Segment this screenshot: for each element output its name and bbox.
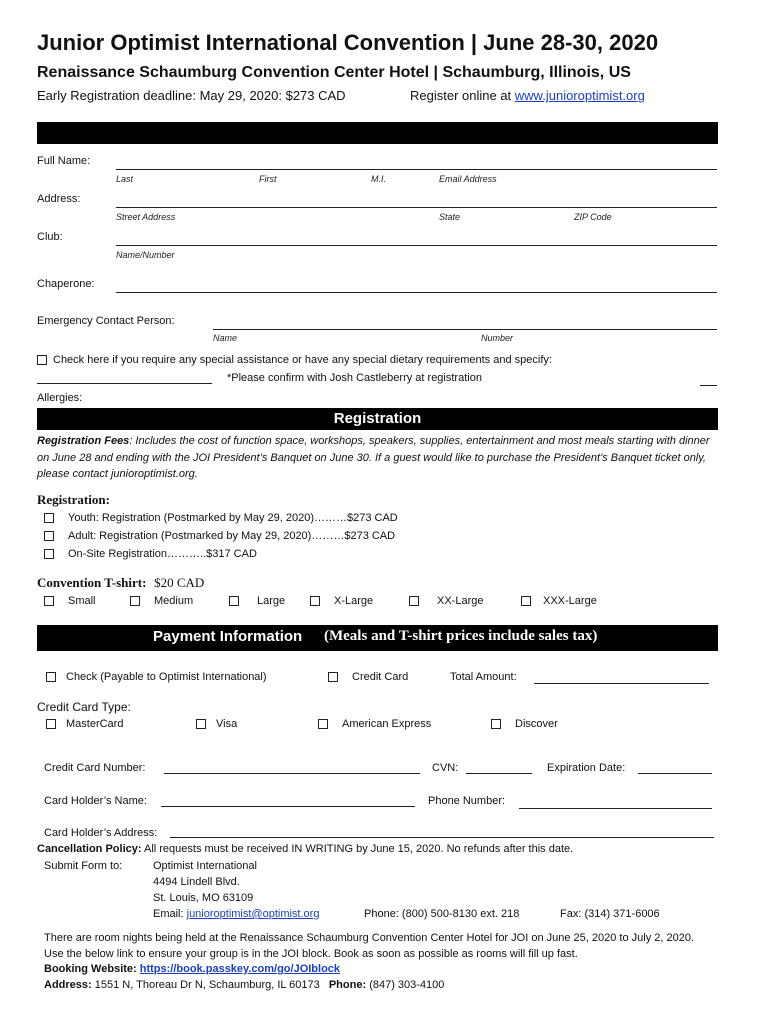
size-xlarge-label: X-Large [334,595,374,607]
booking-link[interactable]: https://book.passkey.com/go/JOIblock [139,963,341,975]
hotel-address-label: Address: [44,979,95,991]
size-medium-checkbox[interactable] [130,596,140,606]
full-name-label: Full Name: [37,155,91,167]
amex-label: American Express [342,718,432,730]
chaperone-field[interactable] [116,292,717,293]
org-city: St. Louis, MO 63109 [153,892,254,904]
size-xlarge-checkbox[interactable] [310,596,320,606]
caption-state: State [439,212,461,222]
size-small-checkbox[interactable] [44,596,54,606]
pay-credit-option[interactable] [328,671,408,683]
full-name-field[interactable] [116,169,717,170]
pay-check-option[interactable] [46,671,267,683]
youth-checkbox[interactable] [44,513,54,523]
club-label: Club: [37,231,63,243]
email-link[interactable]: junioroptimist@optimist.org [186,908,320,920]
pay-credit-checkbox[interactable] [328,672,338,682]
cvn-label: CVN: [432,762,459,774]
card-mastercard[interactable] [46,718,123,730]
caption-first: First [259,174,277,184]
hotel-address: 1551 N, Thoreau Dr N, Schaumburg, IL 60173 [94,979,320,991]
header-black-bar [37,122,718,144]
payment-heading: Payment Information [153,628,303,645]
cancellation-label: Cancellation Policy: [37,843,142,855]
club-field[interactable] [116,245,717,246]
hotel-address-row [44,979,444,991]
payment-heading-note: (Meals and T-shirt prices include sales tax) [324,628,598,644]
register-online [410,88,645,103]
registration-heading: Registration [333,410,422,427]
onsite-checkbox[interactable] [44,549,54,559]
size-small[interactable] [44,595,96,607]
org-fax: Fax: (314) 371-6006 [560,908,660,920]
size-large-checkbox[interactable] [229,596,239,606]
booking-label: Booking Website: [44,963,140,975]
card-number-field[interactable] [164,773,420,774]
expiration-label: Expiration Date: [547,762,626,774]
holder-address-field[interactable] [170,837,714,838]
card-type-label: Credit Card Type: [37,700,131,714]
special-assistance-row [37,354,552,366]
address-field[interactable] [116,207,717,208]
card-visa[interactable] [196,718,237,730]
size-small-label: Small [68,595,96,607]
tshirt-label: Convention T-shirt: [37,575,147,590]
submit-label: Submit Form to: [44,860,123,872]
allergies-label: Allergies: [37,392,83,404]
size-large-label: Large [257,595,286,607]
size-xxxlarge[interactable] [521,595,597,607]
holder-name-label: Card Holder’s Name: [44,795,147,807]
caption-ec-name: Name [213,333,238,343]
room-nights-text: There are room nights being held at the Renaissance Schaumburg Convention Center Hotel for JOI on June 25, 2020 to July 2, 2020. Use the below link to ensure your group is in the JOI block. Book as soon as possible as rooms will fill up fast. [44,932,695,960]
page-title: Junior Optimist International Convention | June 28-30, 2020 [37,30,659,55]
emergency-field[interactable] [213,329,717,330]
confirm-note: *Please confirm with Josh Castleberry at registration [227,372,482,384]
registration-fees-text [37,433,717,483]
size-xxlarge[interactable] [409,595,483,607]
size-xxlarge-checkbox[interactable] [409,596,419,606]
deadline-text: Early Registration deadline: May 29, 2020: $273 CAD [37,88,346,103]
registration-option-youth[interactable] [44,512,398,524]
caption-zip: ZIP Code [574,212,612,222]
onsite-option-text: On-Site Registration………..$317 CAD [68,548,257,560]
expiration-field[interactable] [638,773,712,774]
registration-option-adult[interactable] [44,530,395,542]
registration-label: Registration: [37,492,110,507]
phone-number-label: Phone Number: [428,795,506,807]
pay-credit-label: Credit Card [352,671,409,683]
org-email-row [153,908,319,920]
pay-check-checkbox[interactable] [46,672,56,682]
mastercard-label: MasterCard [66,718,124,730]
emergency-label: Emergency Contact Person: [37,315,175,327]
org-name: Optimist International [153,860,257,872]
card-amex[interactable] [318,718,431,730]
size-xxxlarge-checkbox[interactable] [521,596,531,606]
special-assistance-text: Check here if you require any special assistance or have any special dietary requirements and specify: [53,354,552,366]
email-label: Email: [153,908,187,920]
total-amount-field[interactable] [534,683,709,684]
register-link[interactable]: www.junioroptimist.org [514,88,645,103]
adult-checkbox[interactable] [44,531,54,541]
holder-address-label: Card Holder’s Address: [44,827,158,839]
adult-option-text: Adult: Registration (Postmarked by May 29, 2020)………$273 CAD [68,530,396,542]
registration-heading-bar [37,408,718,430]
address-label: Address: [37,193,81,205]
special-specify-field[interactable] [37,383,212,384]
visa-checkbox[interactable] [196,719,206,729]
special-trailing-line [700,385,717,386]
registration-option-onsite[interactable] [44,548,257,560]
size-medium[interactable] [130,595,193,607]
size-xlarge[interactable] [310,595,373,607]
org-phone: Phone: (800) 500-8130 ext. 218 [364,908,520,920]
hotel-phone: (847) 303-4100 [369,979,445,991]
visa-label: Visa [216,718,238,730]
size-medium-label: Medium [154,595,194,607]
registration-fees-label: Registration Fees [37,435,130,447]
caption-mi: M.I. [371,174,386,184]
caption-street: Street Address [116,212,176,222]
cvn-field[interactable] [466,773,532,774]
pay-check-label: Check (Payable to Optimist International) [66,671,267,683]
tshirt-row [37,575,204,591]
size-xxxlarge-label: XXX-Large [543,595,597,607]
phone-number-field[interactable] [519,808,712,809]
caption-email: Email Address [439,174,497,184]
caption-name-number: Name/Number [116,250,175,260]
caption-last: Last [116,174,134,184]
register-prefix: Register online at [410,88,515,103]
card-number-label: Credit Card Number: [44,762,146,774]
chaperone-label: Chaperone: [37,278,95,290]
holder-name-field[interactable] [161,806,415,807]
size-large[interactable] [229,595,285,607]
youth-option-text: Youth: Registration (Postmarked by May 29, 2020)………$273 CAD [68,512,398,524]
amex-checkbox[interactable] [318,719,328,729]
booking-row [44,963,340,975]
size-xxlarge-label: XX-Large [437,595,484,607]
card-discover[interactable] [491,718,558,730]
payment-heading-bar [37,625,718,651]
cancellation-text: All requests must be received IN WRITING by June 15, 2020. No refunds after this date. [143,843,574,855]
org-street: 4494 Lindell Blvd. [153,876,240,888]
mastercard-checkbox[interactable] [46,719,56,729]
discover-label: Discover [515,718,558,730]
venue-subtitle: Renaissance Schaumburg Convention Center Hotel | Schaumburg, Illinois, US [37,64,631,81]
tshirt-price: $20 CAD [154,575,205,590]
special-assistance-checkbox[interactable] [37,355,47,365]
cancellation-policy [37,843,573,855]
caption-ec-number: Number [481,333,514,343]
hotel-phone-label: Phone: [328,979,370,991]
total-amount-label: Total Amount: [450,671,517,683]
discover-checkbox[interactable] [491,719,501,729]
registration-fees-body: : Includes the cost of function space, workshops, speakers, supplies, entertainment and most meals starting with dinner on June 28 and ending with the JOI President’s Banquet on June 30. If a guest would like to purchase the President’s Banquet ticket only, please contact junioroptimist.org. [37,435,710,480]
